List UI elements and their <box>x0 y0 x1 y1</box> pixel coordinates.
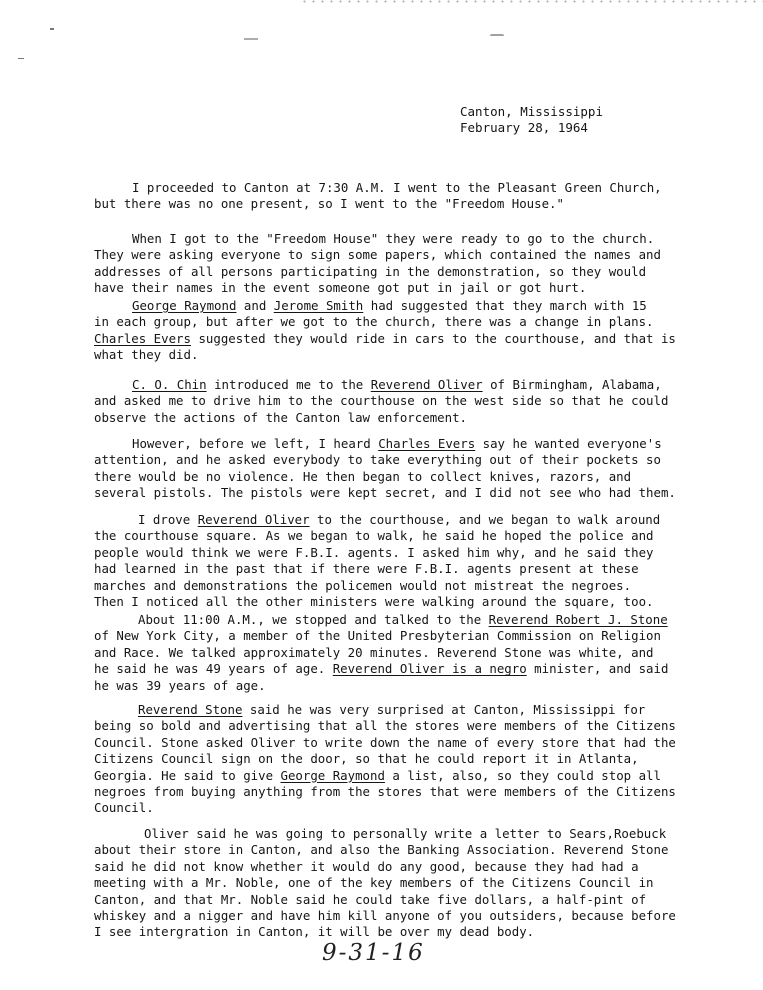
paragraph-text: About 11:00 A.M., we stopped and talked to the <box>138 612 489 627</box>
paragraph-4 <box>94 377 699 426</box>
paragraph-text: to the courthouse, and we began to walk around the courthouse square. As we began to walk, he said he hoped the police and people would think we were F.B.I. agents. I asked him why, and he said they had learned in the past that if there were F.B.I. agents present at these marches and demonstrations the policemen would not mistreat the negroes. Then I noticed all the other ministers were walking around the square, too. <box>94 512 661 610</box>
paragraph-text: of New York City, a member of the United Presbyterian Commission on Religion and Race. We talked approximately 20 minutes. Reverend Stone was white, and he said he was 49 years of age. <box>94 628 661 677</box>
paragraph-text: said he was very surprised at Canton, Mississippi for being so bold and advertising that all the stores were members of the Citizens Council. Stone asked Oliver to write down the name of every store that had the Citizens Council sign on the door, so that he could report it in Atlanta, Georgia. He said to give <box>94 702 676 783</box>
scan-speck <box>50 28 54 30</box>
underlined-name: Charles Evers <box>378 436 476 451</box>
underlined-name: Jerome Smith <box>273 298 364 313</box>
scan-speck <box>244 38 258 40</box>
paragraph-text: had suggested that they march with 15 in each group, but after we got to the church, there was a change in plans. <box>94 298 654 330</box>
underlined-name: Reverend Oliver <box>370 377 483 392</box>
paragraph-text: suggested they would ride in cars to the courthouse, and that is what they did. <box>94 330 676 363</box>
paragraph-text: minister, and said he was 39 years of age. <box>94 661 669 693</box>
scan-speck <box>490 34 504 36</box>
paragraph-text: When I got to the "Freedom House" they were ready to go to the church. They were asking everyone to sign some papers, which contained the names and addresses of all persons participating in the demonstration, so they would have their names in the event someone got put in jail or got hurt. <box>94 231 661 296</box>
dateline <box>460 104 603 136</box>
underlined-name: George Raymond <box>280 767 385 783</box>
top-edge-dots <box>300 0 763 3</box>
paragraph-text: However, before we left, I heard <box>132 436 379 451</box>
paragraph-text: and <box>236 298 274 313</box>
handwritten-file-number: 9-31-16 <box>322 940 425 966</box>
dateline-date: February 28, 1964 <box>460 120 588 135</box>
paragraph-text: say he wanted everyone's attention, and he asked everybody to take everything out of their pockets so there would be no violence. He then began to collect knives, razors, and several pistols. The pistols were kept secret, and I did not see who had them. <box>94 436 676 501</box>
underlined-name: Reverend Oliver <box>197 512 310 527</box>
paragraph-7 <box>94 612 699 694</box>
paragraph-text: of Birmingham, Alabama, and asked me to drive him to the courthouse on the west side so that he could observe the actions of the Canton law enforcement. <box>94 377 669 425</box>
underlined-name: George Raymond <box>132 298 237 313</box>
paragraph-text: I drove <box>138 512 198 527</box>
underlined-name: Charles Evers <box>94 330 191 346</box>
paragraph-text: Oliver said he was going to personally write a letter to Sears,Roebuck about their store in Canton, and also the Banking Association. Reverend Stone said he did not know whether it would do any good, because they had had a meeting with a Mr. Noble, one of the key members of the Citizens Council in Canton, and that Mr. Noble said he could take five dollars, a half-pint of whiskey and a nigger and have him kill anyone of you outsiders, because before I see intergration in Canton, it will be over my dead body. <box>94 826 676 940</box>
underlined-name: C. O. Chin <box>132 377 207 392</box>
paragraph-text: introduced me to the <box>206 377 371 392</box>
paragraph-1 <box>94 180 699 213</box>
scan-speck <box>18 58 24 59</box>
paragraph-2 <box>94 231 699 297</box>
paragraph-6 <box>94 512 699 610</box>
paragraph-5 <box>94 436 699 502</box>
underlined-name: Reverend Oliver is a negro <box>332 661 527 677</box>
paragraph-3 <box>94 298 699 364</box>
underlined-name: Reverend Robert J. Stone <box>488 612 668 627</box>
paragraph-text: a list, also, so they could stop all negroes from buying anything from the stores that were members of the Citizens Council. <box>94 767 676 816</box>
paragraph-8 <box>94 702 699 817</box>
underlined-name: Reverend Stone <box>138 702 243 717</box>
dateline-place: Canton, Mississippi <box>460 104 603 119</box>
paragraph-text: I proceeded to Canton at 7:30 A.M. I went to the Pleasant Green Church, but there was no one present, so I went to the "Freedom House." <box>94 180 662 212</box>
paragraph-9 <box>94 826 699 941</box>
